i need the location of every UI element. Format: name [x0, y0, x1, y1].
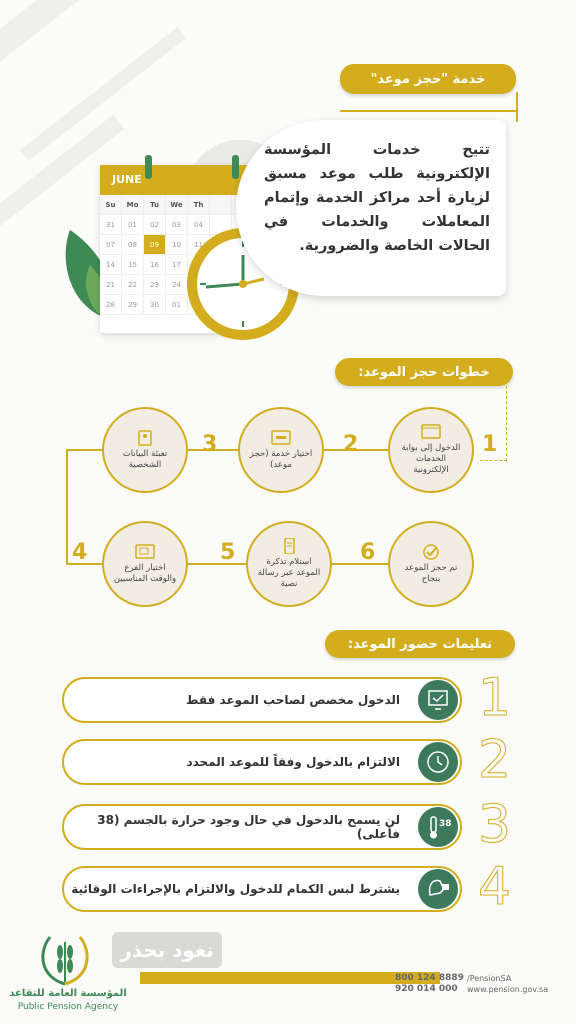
calendar-date: 07 [100, 235, 122, 255]
step-3 [102, 407, 188, 493]
check-circle-icon [420, 544, 442, 560]
calendar-date: 22 [122, 275, 144, 295]
calendar-date: 02 [144, 215, 166, 235]
org-name-ar: المؤسسة العامة للتقاعد [9, 988, 127, 999]
step-label: اختيار خدمة (حجز موعد) [249, 448, 313, 470]
social-handle: /PensionSA [467, 974, 512, 983]
step-label: الدخول إلى بوابة الخدمات الإلكترونية [401, 443, 461, 475]
calendar-day-header: Th [188, 195, 210, 215]
calendar-date: 10 [166, 235, 188, 255]
calendar-ring [232, 155, 239, 179]
clock-icon [418, 742, 458, 782]
calendar-date: 17 [166, 255, 188, 275]
step-number: 3 [202, 432, 218, 457]
calendar-day-header [210, 195, 232, 215]
calendar-date: 04 [188, 215, 210, 235]
calendar-date: 30 [144, 295, 166, 315]
slogan-badge: نعود بحذر [112, 932, 222, 968]
profile-icon [134, 430, 156, 446]
bg-stripe [0, 0, 181, 80]
calendar-date: 31 [100, 215, 122, 235]
header-title: خدمة "حجز موعد" [340, 64, 516, 94]
calendar-date: 01 [166, 295, 188, 315]
instruction-row [62, 739, 462, 785]
calendar-date: 21 [100, 275, 122, 295]
instruction-row [62, 804, 462, 850]
thermometer-icon [418, 807, 458, 847]
instruction-row [62, 677, 462, 723]
calendar-date: 16 [144, 255, 166, 275]
phone-number: 800 124 8889 [395, 973, 464, 983]
step-number: 5 [220, 540, 236, 565]
calendar-date: 14 [100, 255, 122, 275]
connector-line [66, 449, 68, 564]
step-label: تعبئة البيانات الشخصية [122, 448, 168, 470]
step-label: استلام تذكرة الموعد عبر رسالة نصية [257, 557, 321, 589]
calendar-day-header: Tu [144, 195, 166, 215]
step-2 [238, 407, 324, 493]
org-name-en: Public Pension Agency [17, 1002, 119, 1012]
calendar-date: 08 [122, 235, 144, 255]
contact-online [467, 973, 548, 995]
instruction-text: يشترط لبس الكمام للدخول والالتزام بالإجراءات الوقائية [71, 882, 400, 896]
instruction-number: 1 [478, 668, 512, 728]
calendar-date: 29 [122, 295, 144, 315]
instruction-text: الدخول مخصص لصاحب الموعد فقط [186, 693, 400, 707]
connector-line [506, 386, 508, 461]
calendar-ring [145, 155, 152, 179]
calendar-date: 23 [144, 275, 166, 295]
form-icon [270, 430, 292, 446]
temperature-badge: 38 [439, 819, 452, 829]
step-1 [388, 407, 474, 493]
monitor-check-icon [418, 680, 458, 720]
calendar-date: 01 [122, 215, 144, 235]
website: www.pension.gov.sa [467, 985, 549, 994]
calendar-date: 09 [144, 235, 166, 255]
instruction-row [62, 866, 462, 912]
connector-line [340, 110, 518, 112]
instruction-number: 4 [478, 857, 512, 917]
contact-phones [395, 973, 464, 995]
calendar-screen-icon [134, 544, 156, 560]
instruction-number: 3 [478, 795, 512, 855]
instruction-number: 2 [478, 730, 512, 790]
phone-number: 920 014 000 [395, 984, 458, 994]
step-number: 6 [360, 540, 376, 565]
calendar-month: JUNE [100, 165, 260, 195]
connector-line [516, 92, 518, 122]
step-4 [102, 521, 188, 607]
connector-line [188, 563, 246, 565]
instruction-text: الالتزام بالدخول وفقاً للموعد المحدد [186, 755, 400, 769]
phone-icon [278, 538, 300, 554]
calendar-date: 28 [100, 295, 122, 315]
step-number: 4 [72, 540, 88, 565]
calendar-day-header: We [166, 195, 188, 215]
calendar-date: 24 [166, 275, 188, 295]
instruction-text: لن يسمح بالدخول في حال وجود حرارة بالجسم (38 فأعلى) [97, 813, 400, 841]
calendar-date: 11 [188, 235, 210, 255]
steps-title: خطوات حجز الموعد: [335, 358, 513, 386]
org-logo [30, 932, 100, 987]
connector-line [66, 449, 102, 451]
step-number: 1 [482, 432, 498, 457]
step-label: اختيار الفرع والوقت المناسبين [113, 562, 177, 584]
step-number: 2 [343, 432, 359, 457]
calendar-date: 15 [122, 255, 144, 275]
step-label: تم حجز الموعد بنجاح [404, 562, 458, 584]
mask-icon [418, 869, 458, 909]
intro-text: تتيح خدمات المؤسسة الإلكترونية طلب موعد مسبق لزيارة أحد مراكز الخدمة وإتمام المعاملات والخدمات في الحالات الخاصة والضرورية. [236, 120, 506, 296]
calendar-day-header: Su [100, 195, 122, 215]
step-6 [388, 521, 474, 607]
step-5 [246, 521, 332, 607]
instructions-title: تعليمات حضور الموعد: [325, 630, 515, 658]
calendar-day-header: Mo [122, 195, 144, 215]
browser-icon [420, 424, 442, 440]
calendar-date: 03 [166, 215, 188, 235]
connector-line [480, 460, 507, 462]
